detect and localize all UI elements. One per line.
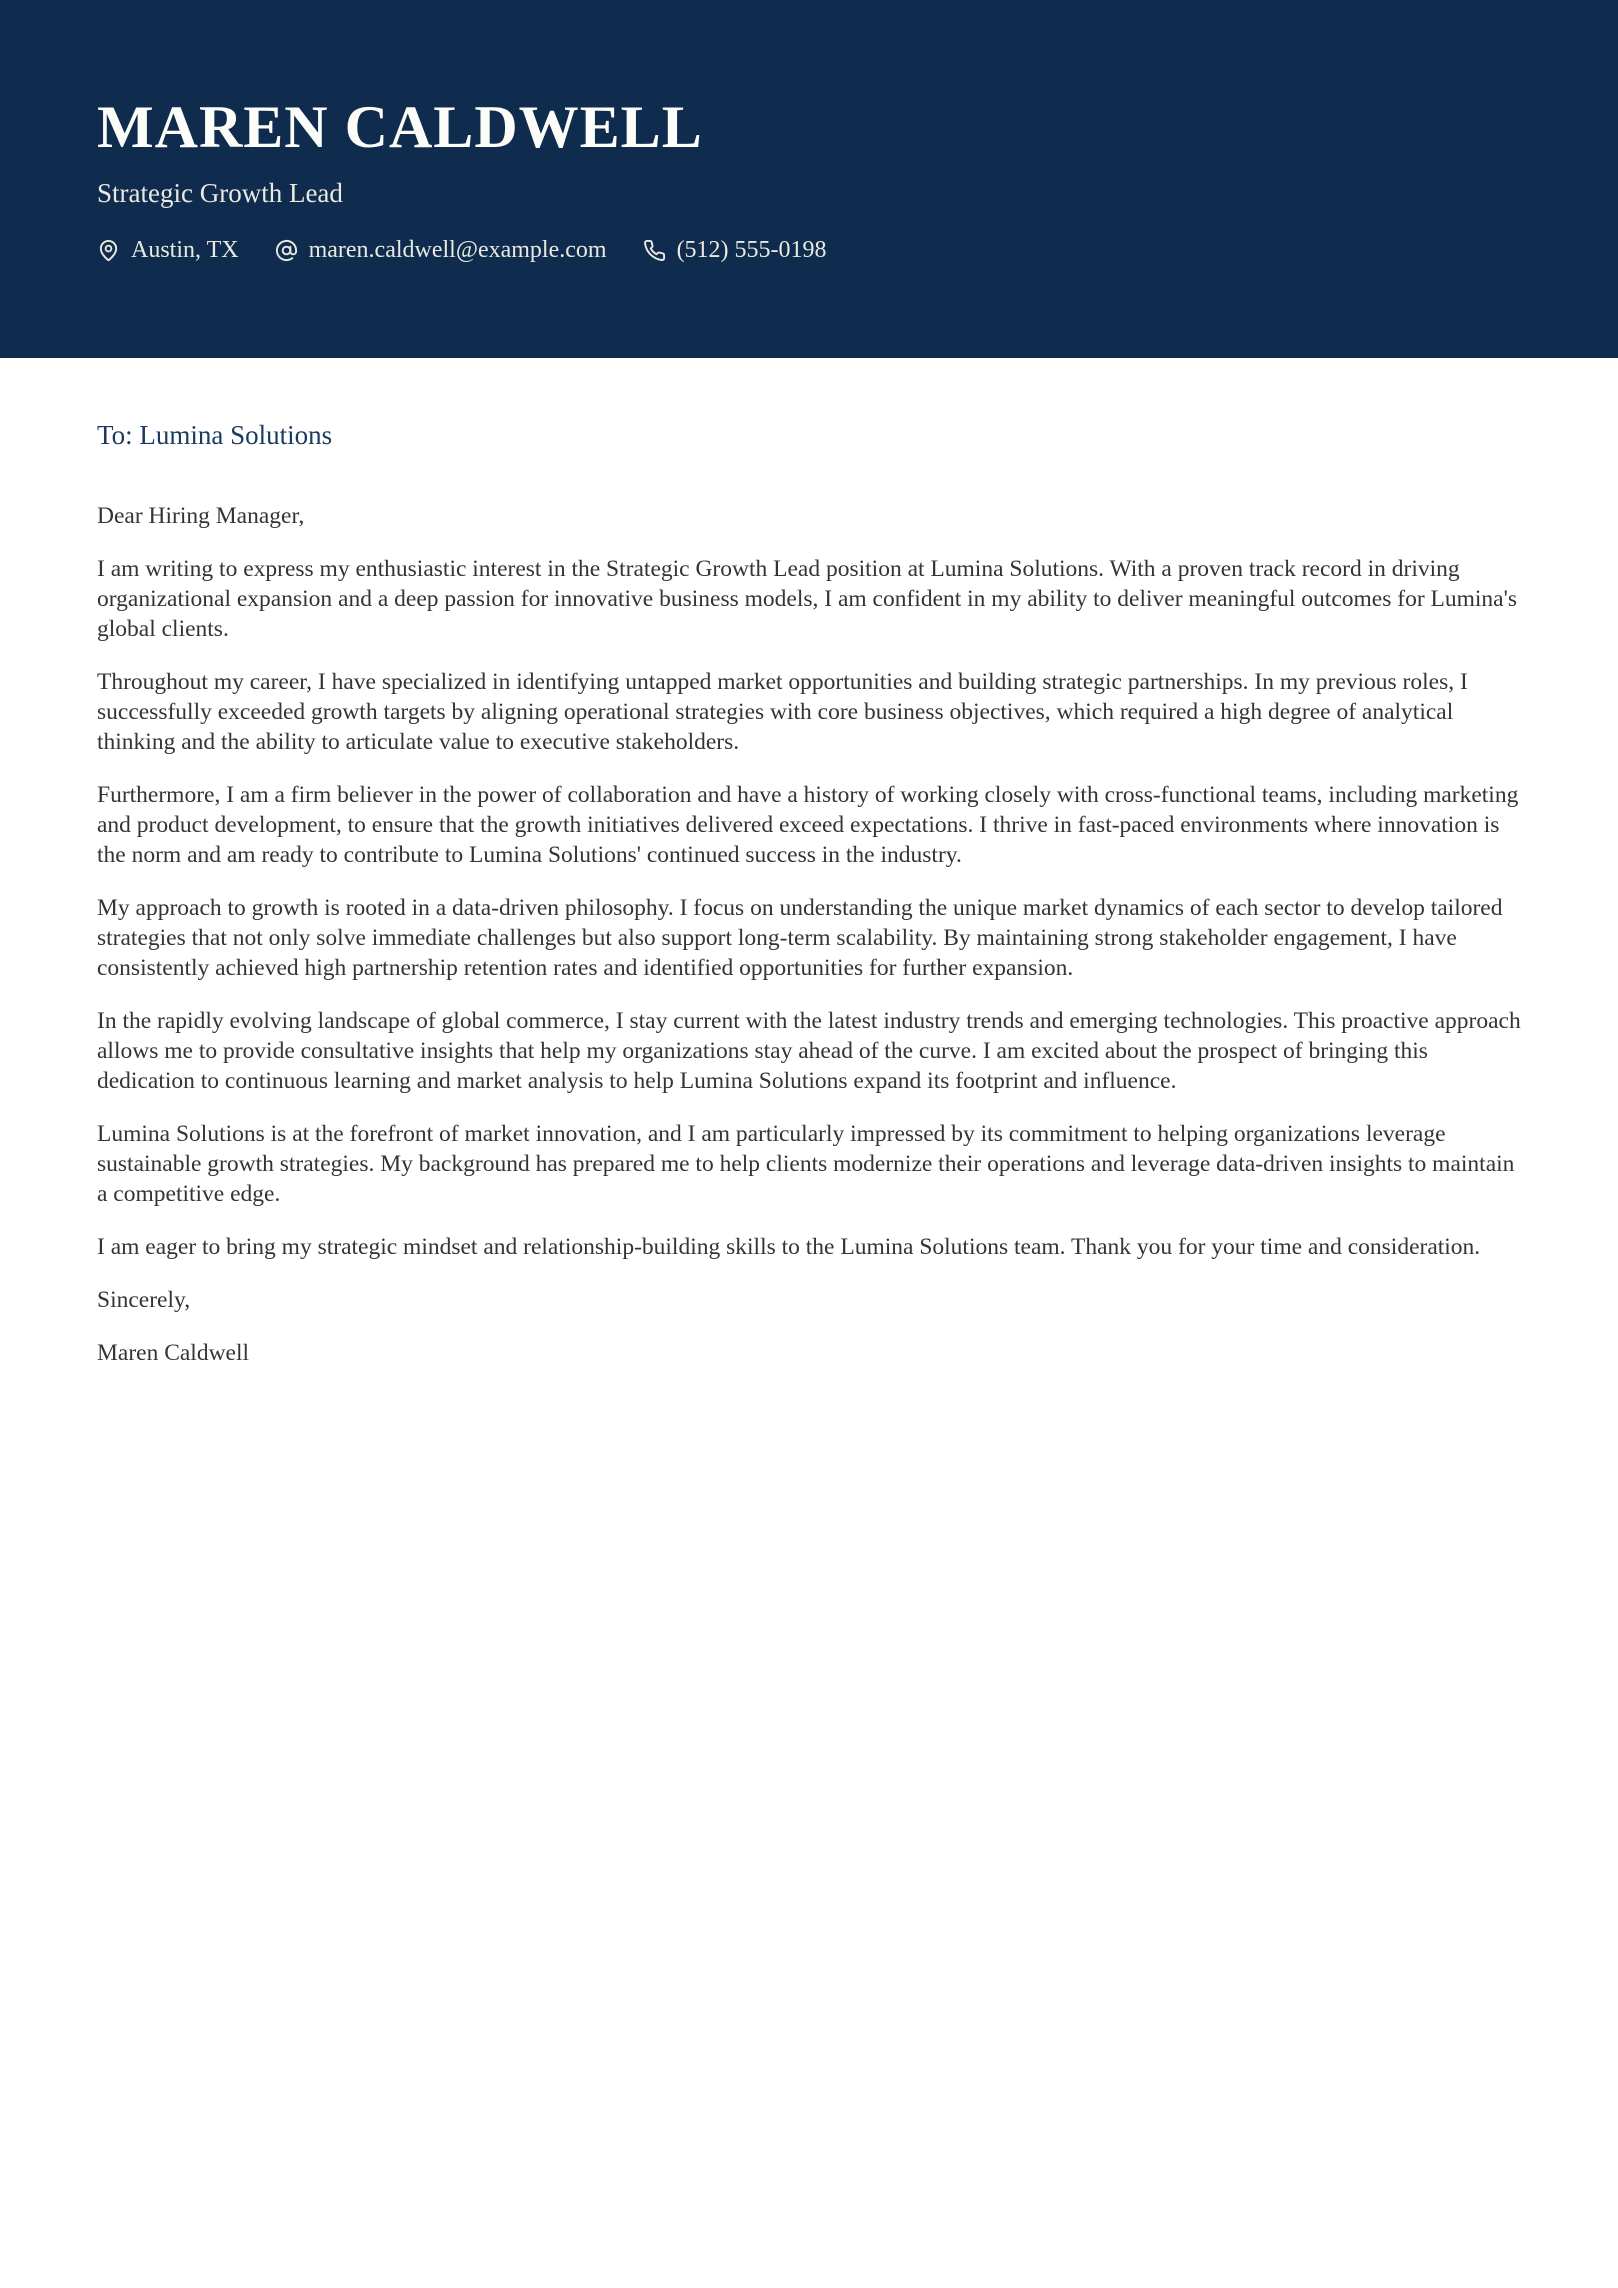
contact-phone: [643, 237, 827, 264]
contact-email: [275, 237, 607, 264]
candidate-name: MAREN CALDWELL: [97, 94, 703, 160]
signature-name: Maren Caldwell: [97, 1340, 250, 1367]
recipient-line: To: Lumina Solutions: [97, 420, 333, 450]
letter-paragraph: Furthermore, I am a firm believer in the power of collaboration and have a history of working closely with cross-functional teams, including marketing and product development, to ensure that the growth initiatives delivered exceed expectations. I thrive in fast-paced environments where innovation is the norm and am ready to contribute to Lumina Solutions' continued success in the industry.: [97, 782, 1519, 869]
letter-paragraph: I am writing to express my enthusiastic interest in the Strategic Growth Lead position at Lumina Solutions. With a proven track record in driving organizational expansion and a deep passion for innovative business models, I am confident in my ability to deliver meaningful outcomes for Lumina's global clients.: [97, 556, 1517, 643]
candidate-job-title: Strategic Growth Lead: [97, 178, 343, 208]
phone-icon: [643, 239, 666, 262]
letter-paragraph: Lumina Solutions is at the forefront of market innovation, and I am particularly impressed by its commitment to helping organizations leverage sustainable growth strategies. My background has prepared me to help clients modernize their operations and leverage data-driven insights to maintain a competitive edge.: [97, 1121, 1515, 1208]
location-pin-icon: [97, 239, 120, 262]
letter-paragraph: In the rapidly evolving landscape of global commerce, I stay current with the latest industry trends and emerging technologies. This proactive approach allows me to provide consultative insights that help my organizations stay ahead of the curve. I am excited about the prospect of bringing this dedication to continuous learning and market analysis to help Lumina Solutions expand its footprint and influence.: [97, 1008, 1521, 1095]
letter-paragraph: I am eager to bring my strategic mindset and relationship-building skills to the Lumina Solutions team. Thank you for your time and consideration.: [97, 1234, 1481, 1261]
contact-email-label: maren.caldwell@example.com: [308, 236, 607, 263]
letter-paragraph: My approach to growth is rooted in a data-driven philosophy. I focus on understanding the unique market dynamics of each sector to develop tailored strategies that not only solve immediate challenges but also support long-term scalability. By maintaining strong stakeholder engagement, I have consistently achieved high partnership retention rates and identified opportunities for further expansion.: [97, 895, 1503, 982]
contact-location-label: Austin, TX: [131, 236, 239, 263]
closing-line: Sincerely,: [97, 1287, 191, 1314]
contact-row: [97, 237, 1521, 264]
letter-paragraph: Throughout my career, I have specialized in identifying untapped market opportunities and building strategic partnerships. In my previous roles, I successfully exceeded growth targets by aligning operational strategies with core business objectives, which required a high degree of analytical thinking and the ability to articulate value to executive stakeholders.: [97, 669, 1468, 756]
salutation: Dear Hiring Manager,: [97, 503, 305, 530]
at-sign-icon: [275, 239, 298, 262]
contact-location: [97, 237, 239, 264]
contact-phone-label: (512) 555-0198: [676, 236, 827, 263]
letter-header: [0, 0, 1618, 358]
letter-body: [0, 358, 1618, 1448]
